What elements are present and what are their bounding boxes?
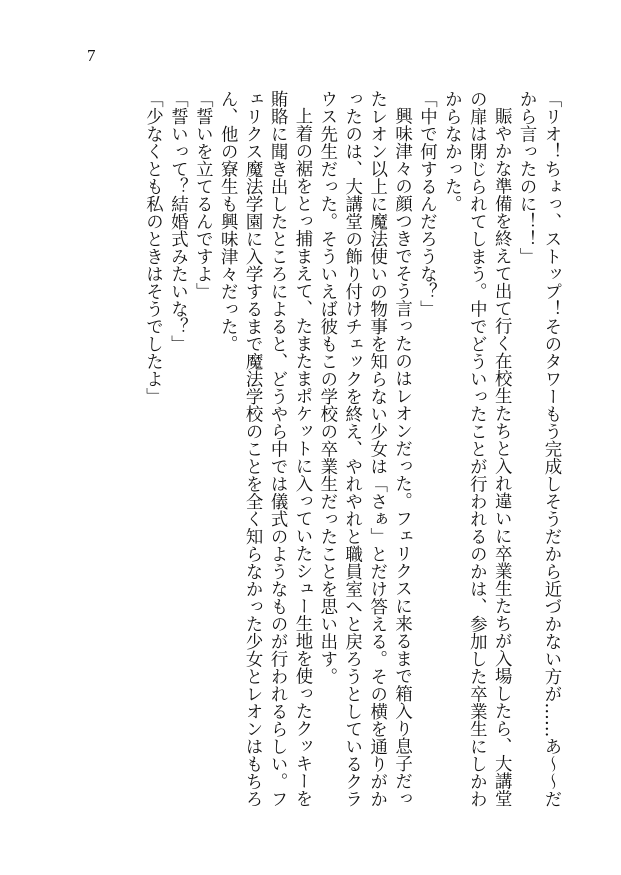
paragraph-dialogue: 「誓いを立てるんですよ」 (192, 90, 213, 300)
paragraph-narration: 興味津々の顔つきでそう言ったのはレオンだった。フェリクスに来るまで箱入り息子だったレオン以上に魔法使いの物事を知らない少女は「さぁ」とだけ答える。その横を通りがかったのは、大講堂の飾り付けチェックを終え、やれやれと職員室へと戻ろうとしているクラウス先生だった。そういえば彼もこの学校の卒業生だったことを思い出す。 (316, 90, 412, 808)
paragraph-dialogue: 「少なくとも私のときはそうでしたよ」 (142, 90, 163, 405)
paragraph-dialogue: 「中で何するんだろうな？」 (416, 90, 437, 318)
paragraph-dialogue: 「リオ！ちょっ、ストップ！そのタワーもう完成しそうだから近づかない方が……あ〜〜だから言ったのに！！」 (516, 90, 561, 808)
body-text (58, 90, 563, 820)
paragraph-dialogue: 「誓いって？結婚式みたいな？」 (167, 90, 188, 353)
paragraph-narration: 賑やかな準備を終えて出て行く在校生たちと入れ違いに卒業生たちが入場したら、大講堂の扉は閉じられてしまう。中でどういったことが行われるのかは、参加した卒業生にしかわからなかった。 (441, 90, 512, 808)
page-number: 7 (87, 46, 96, 65)
paragraph-narration: 上着の裾をとっ捕まえて、たまたまポケットに入っていたシュー生地を使ったクッキーを賄賂に聞き出したところによると、どうやら中では儀式のようなものが行われるらしい。フェリクス魔法学園に入学するまで魔法学校のことを全く知らなかった少女とレオンはもちろん、他の寮生も興味津々だった。 (217, 90, 312, 808)
